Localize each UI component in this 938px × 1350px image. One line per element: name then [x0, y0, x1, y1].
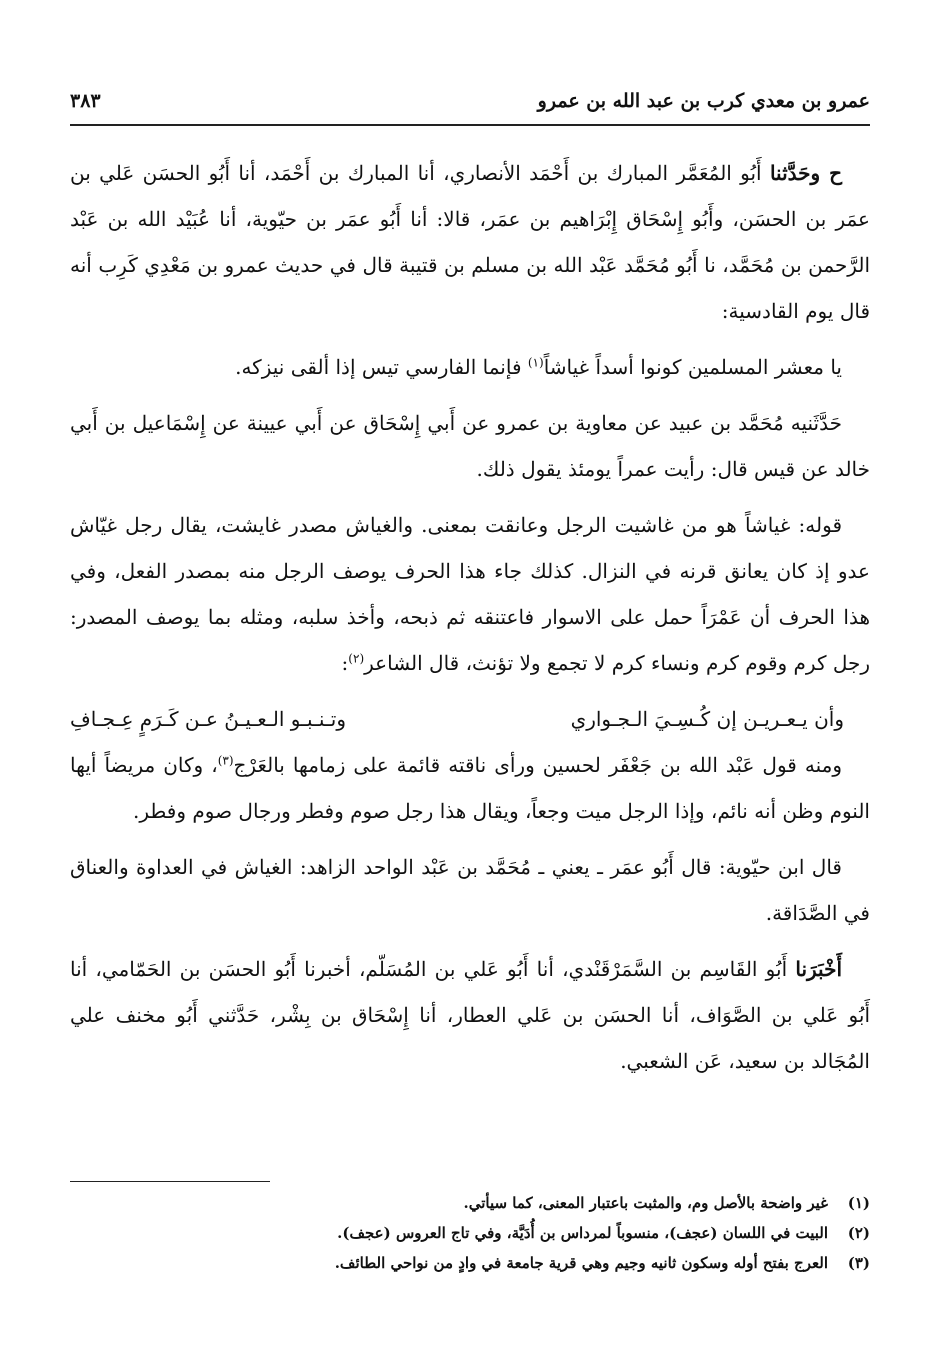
- paragraph-text: أَبُو القَاسِم بن السَّمَرْقَنْدي، أنا أَبُو عَلي بن المُسَلّم، أخبرنا أَبُو الحسَن بن الحَمّامي، أنا أَبُو عَلي بن الصَّوَاف، أنا الحسَن بن عَلي العطار، أنا إِسْحَاق بن بِشْر، حَدَّثني أَبُو مخنف علي المُجَالد بن سعيد، عَن الشعبي.: [70, 957, 870, 1073]
- paragraph-text: أَبُو المُعَمَّر المبارك بن أَحْمَد الأنصاري، أنا المبارك بن أَحْمَد، أنا أَبُو الحسَن عَلي بن عمَر بن الحسَن، وأَبُو إِسْحَاق إِبْرَاهيم بن عمَر، قالا: أنا أَبُو عمَر بن حيّوية، أنا عُبَيْد الله بن عَبْد الرَّحمن بن مُحَمَّد، نا أَبُو مُحَمَّد عَبْد الله بن مسلم بن قتيبة قال في حديث عمرو بن مَعْدِي كَرِب أنه قال يوم القادسية:: [70, 161, 870, 323]
- paragraph-text: ومنه قول عَبْد الله بن جَعْفَر لحسين ورأى ناقته قائمة على زمامها بالعَرْج: [233, 753, 842, 777]
- footnote-ref-2[interactable]: (٢): [348, 651, 365, 666]
- footnote-divider: [70, 1181, 270, 1182]
- footnote-item: [70, 1188, 870, 1218]
- footnote-ref-3[interactable]: (٣): [217, 753, 234, 768]
- verse-first-hemistich: وأن يـعـريـن إن كُـسِـيَ الـجـواري: [570, 707, 844, 731]
- footnote-text: البيت في اللسان (عجف)، منسوباً لمرداس بن أُدَيَّة، وفي تاج العروس (عجف).: [337, 1224, 828, 1242]
- paragraph-anecdote: [70, 742, 870, 834]
- paragraph-text: قال ابن حيّوية: قال أَبُو عمَر ـ يعني ـ مُحَمَّد بن عَبْد الواحد الزاهد: الغياش في العداوة والعناق في الصَّدَاقة.: [70, 855, 870, 925]
- footnote-text: العرج بفتح أوله وسكون ثانيه وجيم وهي قرية جامعة في وادٍ من نواحي الطائف.: [334, 1254, 828, 1272]
- verse-second-hemistich: وتـنـبـو الـعـيـنُ عـن كَـرَمٍ عِـجـافِ: [70, 707, 346, 731]
- paragraph-isnad-2: [70, 400, 870, 492]
- main-text: [70, 150, 870, 1094]
- footnote-number: (٢): [847, 1224, 870, 1242]
- book-page: [70, 80, 870, 1300]
- running-header: [70, 88, 870, 124]
- paragraph-commentary: [70, 502, 870, 686]
- paragraph-quote: [70, 344, 870, 390]
- paragraph-isnad-1: [70, 150, 870, 334]
- footnote-item: [70, 1218, 870, 1248]
- paragraph-definition: [70, 844, 870, 936]
- paragraph-text-continued: فإنما الفارسي تيس إذا ألقى نيزكه.: [235, 355, 528, 379]
- footnotes: [70, 1188, 870, 1278]
- paragraph-text: حَدَّثَنيه مُحَمَّد بن عبيد عن معاوية بن عمرو عن أَبي إِسْحَاق عن أَبي عيينة عن إِسْمَاعيل بن أَبي خالد عن قيس قال: رأيت عمراً يومئذ يقول ذلك.: [70, 411, 870, 481]
- paragraph-isnad-3: [70, 946, 870, 1084]
- footnote-text: غير واضحة بالأصل وم، والمثبت باعتبار المعنى، كما سيأتي.: [463, 1194, 828, 1212]
- header-title: عمرو بن معدي كرب بن عبد الله بن عمرو: [537, 90, 870, 112]
- page-number: ٣٨٣: [70, 90, 101, 112]
- header-divider: [70, 124, 870, 126]
- footnote-number: (٣): [847, 1254, 870, 1272]
- paragraph-lead: ح وحَدَّثنا: [769, 161, 842, 185]
- paragraph-text-continued: :: [341, 651, 349, 675]
- paragraph-lead: أَخْبَرَنا: [795, 957, 842, 981]
- footnote-ref-1[interactable]: (١): [527, 355, 544, 370]
- poetry-verse: [70, 696, 870, 742]
- paragraph-text: يا معشر المسلمين كونوا أسداً غياشاً: [543, 355, 842, 379]
- paragraph-text-continued: ، وكان مريضاً أيها النوم وظن أنه نائم، وإذا الرجل ميت وجعاً، ويقال هذا رجل صوم وفطر ورجال صوم وفطر.: [70, 753, 870, 823]
- footnote-number: (١): [847, 1194, 870, 1212]
- paragraph-text: قوله: غياشاً هو من غاشيت الرجل وعانقت بمعنى. والغياش مصدر غايشت، يقال رجل غيّاش عدو إذ كان يعانق قرنه في النزال. كذلك جاء هذا الحرف يوصف الرجل منه بمصدر الفعل، وفي هذا الحرف أن عَمْرَاً حمل على الاسوار فاعتنقه ثم ذبحه، وأخذ سلبه، ومثله بما يوصف المصدر: رجل كرم وقوم كرم ونساء كرم لا تجمع ولا تؤنث، قال الشاعر: [70, 513, 870, 675]
- footnote-item: [70, 1248, 870, 1278]
